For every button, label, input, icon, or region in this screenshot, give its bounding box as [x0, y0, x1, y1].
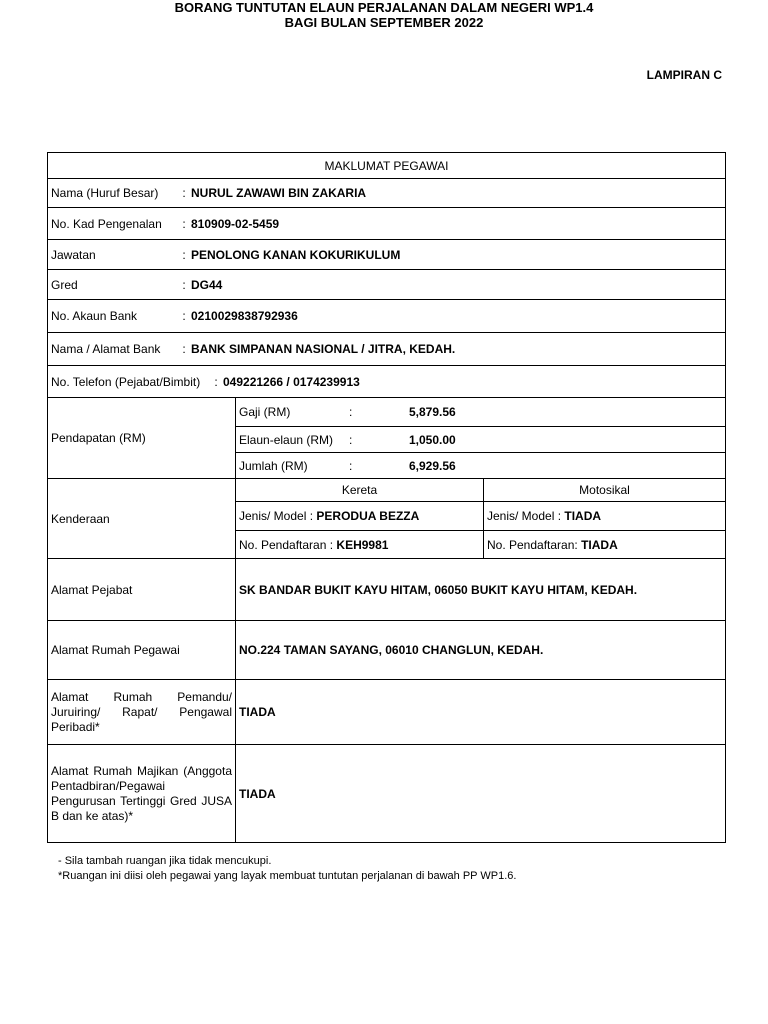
officer-info-table [47, 152, 726, 843]
kereta-header: Kereta [236, 479, 484, 502]
motor-daftar-label: No. Pendaftaran: [487, 537, 578, 552]
alamat-pejabat-value: SK BANDAR BUKIT KAYU HITAM, 06050 BUKIT KAYU HITAM, KEDAH. [236, 559, 726, 621]
alamat-majikan-value: TIADA [236, 745, 726, 843]
colon: : [182, 277, 186, 292]
field-label: No. Akaun Bank [51, 309, 138, 323]
kereta-daftar-value: KEH9981 [336, 537, 389, 552]
colon: : [182, 309, 186, 323]
field-value: BANK SIMPANAN NASIONAL / JITRA, KEDAH. [191, 342, 456, 356]
motor-jenis-value: TIADA [564, 509, 602, 523]
motosikal-header: Motosikal [484, 479, 726, 502]
motor-daftar [484, 531, 726, 559]
colon: : [349, 458, 353, 473]
kereta-daftar [236, 531, 484, 559]
row-kad-pengenalan [48, 208, 726, 240]
kereta-jenis [236, 502, 484, 531]
field-value: 0210029838792936 [191, 309, 298, 323]
colon: : [214, 374, 218, 389]
row-nama [48, 179, 726, 208]
colon: : [182, 216, 186, 231]
field-label: Nama (Huruf Besar) [51, 186, 159, 200]
elaun-value: 1,050.00 [409, 432, 456, 447]
alamat-rumah-value: NO.224 TAMAN SAYANG, 06010 CHANGLUN, KEDAH. [236, 621, 726, 680]
alamat-rumah-label: Alamat Rumah Pegawai [48, 621, 236, 680]
row-telefon [48, 366, 726, 398]
field-value: 810909-02-5459 [191, 216, 280, 231]
attachment-label: LAMPIRAN C [646, 68, 722, 82]
footnote-1: - Sila tambah ruangan jika tidak mencukupi. [58, 855, 272, 867]
field-label: No. Kad Pengenalan [51, 216, 162, 231]
kenderaan-label: Kenderaan [48, 479, 236, 559]
kereta-daftar-label: No. Pendaftaran : [239, 537, 334, 552]
alamat-pemandu-label: Alamat Rumah Pemandu/ Juruiring/ Rapat/ Pengawal Peribadi* [48, 680, 236, 745]
row-alamat-bank [48, 333, 726, 366]
motor-daftar-value: TIADA [581, 537, 618, 552]
field-value: PENOLONG KANAN KOKURIKULUM [191, 247, 401, 262]
colon: : [349, 432, 353, 447]
alamat-pemandu-value: TIADA [236, 680, 726, 745]
form-title: BORANG TUNTUTAN ELAUN PERJALANAN DALAM NEGERI WP1.4 [174, 0, 594, 15]
pendapatan-label: Pendapatan (RM) [48, 398, 236, 479]
row-gred [48, 270, 726, 300]
field-value: 049221266 / 0174239913 [223, 374, 360, 389]
footnote-2: *Ruangan ini diisi oleh pegawai yang layak membuat tuntutan perjalanan di bawah PP WP1.6. [58, 870, 517, 882]
row-akaun-bank [48, 300, 726, 333]
field-label: Gred [51, 277, 78, 292]
jumlah-label: Jumlah (RM) [239, 458, 308, 473]
colon: : [349, 405, 353, 419]
jumlah-row [236, 453, 726, 479]
kereta-jenis-label: Jenis/ Model : [239, 509, 314, 523]
footnotes [58, 854, 516, 884]
colon: : [182, 186, 186, 200]
gaji-label: Gaji (RM) [239, 405, 291, 419]
colon: : [182, 247, 186, 262]
motor-jenis [484, 502, 726, 531]
field-label: No. Telefon (Pejabat/Bimbit) [51, 374, 201, 389]
gaji-row [236, 398, 726, 427]
field-label: Jawatan [51, 247, 96, 262]
field-label: Nama / Alamat Bank [51, 342, 161, 356]
alamat-pejabat-label: Alamat Pejabat [48, 559, 236, 621]
elaun-label: Elaun-elaun (RM) [239, 432, 334, 447]
alamat-majikan-label: Alamat Rumah Majikan (Anggota Pentadbiran/Pegawai Pengurusan Tertinggi Gred JUSA B dan ke atas)* [48, 745, 236, 843]
field-value: NURUL ZAWAWI BIN ZAKARIA [191, 186, 367, 200]
kereta-jenis-value: PERODUA BEZZA [316, 509, 420, 523]
section-title: MAKLUMAT PEGAWAI [48, 153, 726, 179]
form-subtitle: BAGI BULAN SEPTEMBER 2022 [284, 15, 484, 30]
elaun-row [236, 427, 726, 453]
field-value: DG44 [191, 277, 223, 292]
row-jawatan [48, 240, 726, 270]
jumlah-value: 6,929.56 [409, 458, 456, 473]
colon: : [182, 342, 186, 356]
motor-jenis-label: Jenis/ Model : [487, 509, 562, 523]
gaji-value: 5,879.56 [409, 405, 456, 419]
